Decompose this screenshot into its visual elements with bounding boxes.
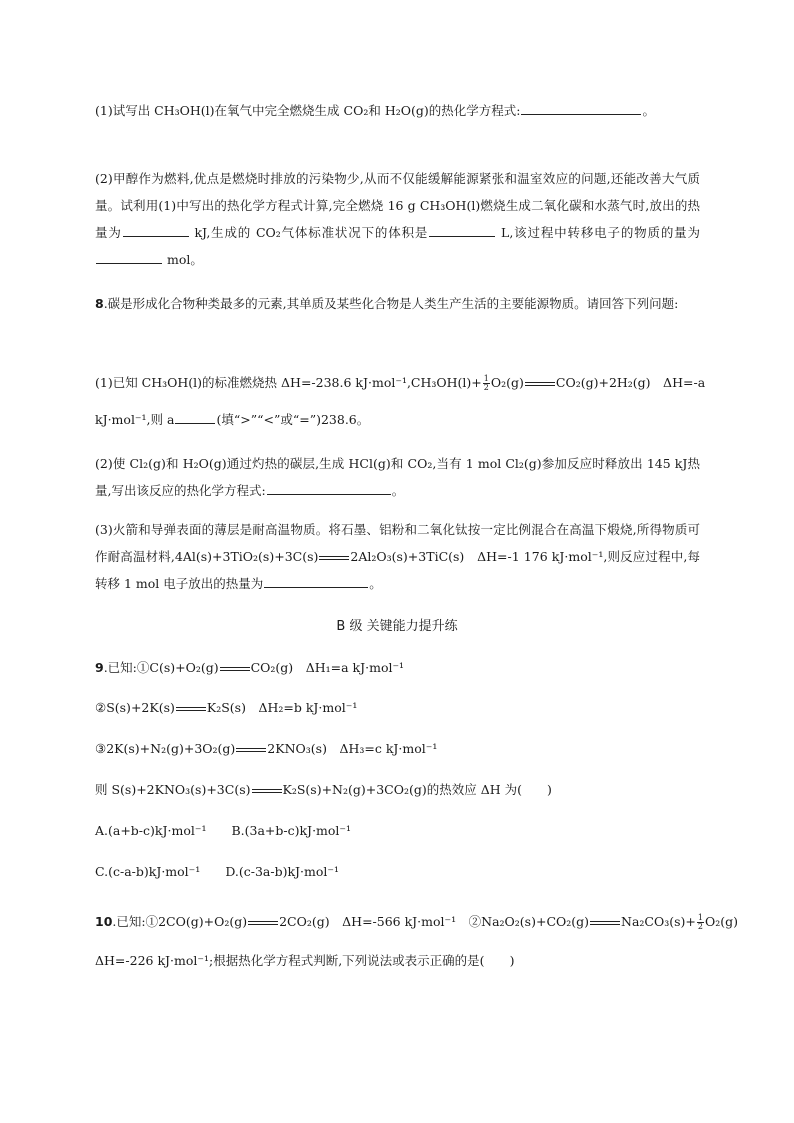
q8-part1-line1	[95, 373, 706, 393]
reaction-arrow-icon	[525, 382, 555, 386]
q8-number: 8	[95, 296, 104, 311]
q10-eq2-right: Na₂CO₃(s)+	[621, 914, 696, 929]
q10-eq1-left: .已知:①2CO(g)+O₂(g)	[112, 914, 248, 929]
section-b-heading: B 级 关键能力提升练	[336, 619, 458, 634]
q10-half-fraction: $\frac{1}{2}$	[697, 913, 703, 931]
q8-stem-text: .碳是形成化合物种类最多的元素,其单质及某些化合物是人类生产生活的主要能源物质。请回答下列问题:	[103, 296, 679, 311]
q8-part3	[95, 516, 700, 597]
q8-part1-text-d: kJ·mol⁻¹,则 a	[95, 412, 175, 427]
q9-options-row2	[95, 862, 700, 882]
q8-half-fraction: $\frac{1}{2}$	[483, 374, 489, 392]
q7-part2-text-c: L,该过程中转移电子的物质的量为	[496, 225, 700, 240]
q9-options-row1	[95, 821, 700, 841]
q8-part1-text-b: O₂(g)	[490, 375, 524, 390]
q9-option-b[interactable]: B.(3a+b-c)kJ·mol⁻¹	[231, 823, 352, 838]
q7-heat-blank[interactable]	[123, 223, 189, 237]
q9-question-left: 则 S(s)+2KNO₃(s)+3C(s)	[95, 782, 251, 797]
q8-part3-end: 。	[369, 576, 382, 591]
q7-electron-blank[interactable]	[96, 250, 162, 264]
reaction-arrow-icon	[176, 707, 206, 711]
q8-part1-line2	[95, 410, 700, 430]
q9-eq2-left: ②S(s)+2K(s)	[95, 700, 175, 715]
q10-eq2-end: O₂(g)	[705, 914, 739, 929]
q7-volume-blank[interactable]	[429, 223, 495, 237]
q9-option-a[interactable]: A.(a+b-c)kJ·mol⁻¹	[95, 823, 207, 838]
q8-stem	[95, 290, 700, 317]
q7-part1-answer-blank[interactable]	[521, 101, 641, 115]
q7-part2	[95, 165, 700, 273]
q9-eq1	[95, 658, 700, 678]
q8-part3-answer-blank[interactable]	[264, 574, 368, 588]
q10-number: 10	[95, 914, 113, 929]
q7-part2-text-a: (2)甲醇作为燃料,优点是燃烧时排放的污染物少,从而不仅能缓解能源紧张和温室效应的问题,还能改善大气质量。试利用(1)中写出的热化学方程式计算,完全燃烧 16 g CH₃OH(l)燃烧生成二氧化碳和水蒸气时,放出的热量为	[95, 171, 700, 240]
reaction-arrow-icon	[252, 789, 282, 793]
q8-part2	[95, 450, 700, 504]
reaction-arrow-icon	[319, 556, 349, 560]
q8-part1-text-c: CO₂(g)+2H₂(g) ΔH=-a	[555, 375, 706, 390]
reaction-arrow-icon	[590, 921, 620, 925]
q10-line1	[95, 912, 739, 932]
q9-eq3	[95, 739, 700, 759]
q9-option-c[interactable]: C.(c-a-b)kJ·mol⁻¹	[95, 864, 201, 879]
q8-part3-text-b: 2Al₂O₃(s)+3TiC(s) ΔH=-1 176 kJ·mol⁻¹,则反应过程中,每转移 1 mol 电子放出的热量为	[95, 549, 700, 591]
q9-number: 9	[95, 660, 104, 675]
q8-part2-text: (2)使 Cl₂(g)和 H₂O(g)通过灼热的碳层,生成 HCl(g)和 CO₂,当有 1 mol Cl₂(g)参加反应时释放出 145 kJ热量,写出该反应的热化学方程式:	[95, 456, 700, 498]
reaction-arrow-icon	[220, 667, 250, 671]
q8-part1-text-e: (填“>”“<”或“=”)238.6。	[216, 412, 370, 427]
q8-part2-end: 。	[391, 483, 405, 498]
q8-compare-blank[interactable]	[175, 410, 215, 424]
q7-part2-text-b: kJ,生成的 CO₂气体标准状况下的体积是	[189, 225, 429, 240]
q10-question-text: ΔH=-226 kJ·mol⁻¹;根据热化学方程式判断,下列说法或表示正确的是( )	[95, 953, 515, 968]
q10-eq1-right: 2CO₂(g) ΔH=-566 kJ·mol⁻¹ ②Na₂O₂(s)+CO₂(g)	[279, 914, 590, 929]
q9-option-d[interactable]: D.(c-3a-b)kJ·mol⁻¹	[225, 864, 340, 879]
q9-eq2-right: K₂S(s) ΔH₂=b kJ·mol⁻¹	[206, 700, 358, 715]
q8-part3-text-a: (3)火箭和导弹表面的薄层是耐高温物质。将石墨、铝粉和二氧化钛按一定比例混合在高温下煅烧,所得物质可作耐高温材料,4Al(s)+3TiO₂(s)+3C(s)	[95, 522, 700, 564]
q8-part1-text-a: (1)已知 CH₃OH(l)的标准燃烧热 ΔH=-238.6 kJ·mol⁻¹,CH₃OH(l)+	[95, 375, 482, 390]
q10-line2	[95, 951, 700, 971]
q7-part2-text-d: mol。	[163, 252, 203, 267]
reaction-arrow-icon	[248, 921, 278, 925]
q9-question-right: K₂S(s)+N₂(g)+3CO₂(g)的热效应 ΔH 为( )	[282, 782, 552, 797]
q9-eq1-right: CO₂(g) ΔH₁=a kJ·mol⁻¹	[250, 660, 405, 675]
q9-eq3-right: 2KNO₃(s) ΔH₃=c kJ·mol⁻¹	[267, 741, 438, 756]
q7-part1	[95, 101, 700, 121]
q9-eq2	[95, 698, 700, 718]
q7-part1-text: (1)试写出 CH₃OH(l)在氧气中完全燃烧生成 CO₂和 H₂O(g)的热化学方程式:	[95, 103, 521, 118]
q9-question	[95, 780, 700, 800]
q9-eq1-left: .已知:①C(s)+O₂(g)	[103, 660, 219, 675]
q7-part1-end: 。	[642, 103, 655, 118]
reaction-arrow-icon	[236, 748, 266, 752]
q9-eq3-left: ③2K(s)+N₂(g)+3O₂(g)	[95, 741, 236, 756]
q8-part2-answer-blank[interactable]	[267, 481, 391, 495]
